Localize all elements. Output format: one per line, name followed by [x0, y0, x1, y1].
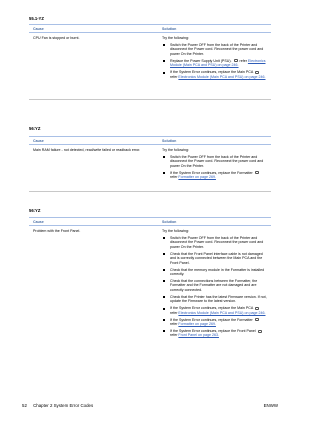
table-header [29, 217, 271, 226]
section-title-2: 56:YZ [29, 126, 41, 131]
cross-reference-link[interactable]: Electronics Module (Main PCA and PSU) on page 246. [178, 310, 266, 315]
chapter-title: Chapter 2 System Error Codes [33, 403, 94, 408]
cross-reference-link[interactable]: Formatter on page 269. [178, 175, 216, 180]
item-text: If the System Error continues, replace the Formatter [170, 317, 253, 322]
page-number: 52 [22, 403, 27, 408]
item-text: If the System Error continues, replace the Main PCA [170, 306, 254, 311]
cause-text: CPU Fan is stopped or burnt. [33, 36, 80, 40]
solution-cell [162, 229, 268, 340]
error-table-3 [29, 217, 271, 396]
table-header [29, 24, 271, 33]
solution-list [162, 155, 268, 180]
table-row [29, 33, 271, 99]
list-item [162, 318, 268, 327]
list-item [162, 306, 268, 315]
table-header [29, 136, 271, 145]
note-icon [234, 59, 238, 62]
table-row [29, 226, 271, 396]
list-item [162, 171, 268, 180]
item-text: Switch the Power OFF from the back of the Printer and disconnect the Power cord. Reconnect the power cord and power On the Printer. [170, 155, 264, 168]
list-item [162, 268, 268, 277]
note-icon [255, 71, 259, 74]
footer-brand: ENWW [263, 403, 278, 408]
list-item [162, 295, 268, 304]
item-text: Replace the Power Supply Unit (PSU). [170, 58, 232, 63]
note-icon [255, 318, 259, 321]
item-text: If the System Error continues, replace the Front Panel [170, 329, 256, 334]
list-item [162, 236, 268, 249]
section-title-3: 56:YZ [29, 208, 41, 213]
list-item [162, 279, 268, 292]
item-note: refer [170, 175, 178, 180]
cross-reference-link[interactable]: Electronics Module (Main PCA and PSU) on page 246. [170, 58, 266, 68]
solution-header: Solution [162, 27, 177, 31]
cross-reference-link[interactable]: Front Panel on page 263. [178, 333, 219, 338]
item-text: If the System Error continues, replace the Formatter [170, 170, 253, 175]
item-text: Check that the memory module in the Formatter is installed correctly. [170, 267, 265, 277]
list-item [162, 329, 268, 338]
solution-header: Solution [162, 139, 177, 143]
cross-reference-link[interactable]: Electronics Module (Main PCA and PSU) on page 246. [178, 74, 266, 79]
solution-intro: Try the following: [162, 148, 190, 152]
solution-list [162, 43, 268, 79]
item-text: Switch the Power OFF from the back of the Printer and disconnect the Power cord. Reconnect the power cord and power On the Printer. [170, 236, 264, 249]
list-item [162, 252, 268, 265]
list-item [162, 59, 268, 68]
solution-list [162, 236, 268, 338]
note-icon [255, 171, 259, 174]
note-icon [255, 307, 259, 310]
solution-intro: Try the following: [162, 229, 190, 233]
cause-text: Main RAM failure - not detected, read/write failed or readback error. [33, 148, 141, 152]
cause-header: Cause [33, 220, 44, 224]
solution-intro: Try the following: [162, 36, 190, 40]
item-note: refer [170, 74, 178, 79]
cause-header: Cause [33, 139, 44, 143]
item-text: Check that the connections between the Formatter, the Formatter and the Formatter are not damaged and are correctly connected. [170, 279, 258, 292]
cross-reference-link[interactable]: Formatter on page 269. [178, 322, 216, 327]
section-title-1: 55.1-YZ [29, 16, 44, 21]
item-text: If the System Error continues, replace the Main PCA [170, 70, 254, 75]
error-table-1 [29, 24, 271, 99]
item-text: Check that the Printer has the latest Firmware version. If not, update the Firmware to the latest version. [170, 294, 267, 304]
table-row [29, 145, 271, 191]
solution-cell [162, 148, 268, 182]
note-icon [258, 330, 262, 333]
error-table-2 [29, 136, 271, 191]
cause-text: Problem with the Front Panel. [33, 229, 81, 233]
item-note: refer [170, 322, 178, 327]
item-text: Check that the Front Panel interface cable is not damaged and is correctly connected between the Main PCA and the Front Panel. [170, 251, 263, 265]
item-note: refer [170, 310, 178, 315]
solution-header: Solution [162, 220, 177, 224]
page-footer [22, 403, 93, 408]
list-item [162, 70, 268, 79]
list-item [162, 155, 268, 168]
item-note: refer [170, 333, 178, 338]
list-item [162, 43, 268, 56]
solution-cell [162, 36, 268, 82]
item-text: Switch the Power OFF from the back of the Printer and disconnect the Power cord. Reconnect the power cord and power On the Printer. [170, 43, 264, 56]
cause-header: Cause [33, 27, 44, 31]
item-note: refer [239, 58, 247, 63]
